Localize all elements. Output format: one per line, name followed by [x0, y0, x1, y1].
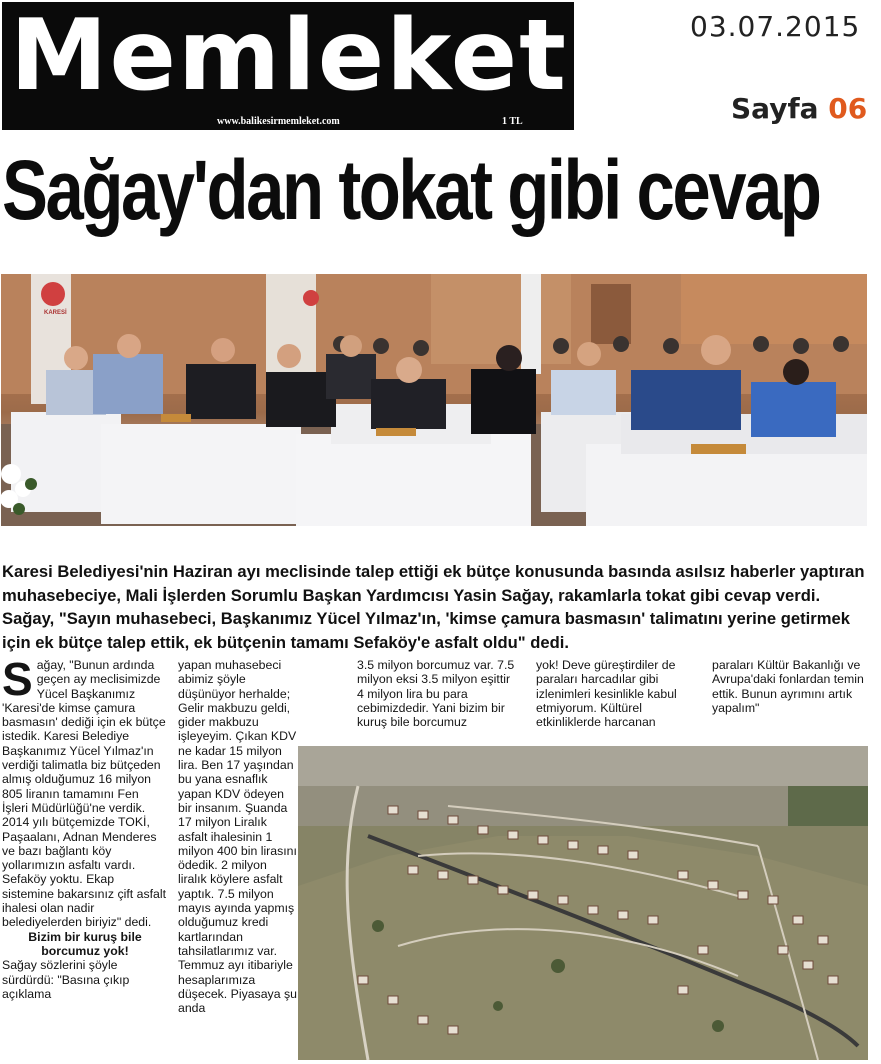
aerial-village-photo	[298, 746, 868, 1060]
column-1-continuation: Sağay sözlerini şöyle sürdürdü: "Basına çıkıp açıklama	[2, 958, 130, 1001]
article-column-1	[2, 653, 168, 1001]
page-number	[731, 92, 867, 125]
council-meeting-photo	[1, 274, 867, 526]
website-url: www.balikesirmemleket.com	[217, 116, 340, 127]
banner-logo-text: KARESİ	[44, 310, 67, 316]
aerial-village-illustration	[298, 746, 868, 1060]
issue-date: 03.07.2015	[690, 10, 861, 43]
page-label: Sayfa	[731, 92, 819, 125]
column-1-text: ağay, "Bunun ardında geçen ay meclisimizde Yücel Başkanımız 'Karesi'de kimse çamura basmasın' dediği için ek bütçe istedik. Karesi Belediye Başkanımız Yücel Yılmaz'ın verdiği talimatla biz bütçeden almış olduğumuz 16 milyon 805 liranın tamamını Fen İşleri Müdürlüğü'ne verdik. 2014 yılı bütçemizde TOKİ, Paşaalanı, Adnan Menderes ve bazı bağlantı köy yollarımızın asfaltı vardı. Sefaköy yoktu. Ekap sistemine bakarsınız çift asfalt ihalesi olan nadir belediyelerden biriyiz" dedi.	[2, 658, 167, 930]
masthead	[2, 2, 574, 130]
page-number-value: 06	[828, 92, 868, 125]
price-label: 1 TL	[502, 116, 523, 127]
drop-cap: S	[2, 653, 33, 705]
article-column-5: paraları Kültür Bakanlığı ve Avrupa'daki fonlardan temin ettik. Bunun ayrımını artık yapalım"	[712, 658, 864, 715]
article-column-2: yapan muhasebeci abimiz şöyle düşünüyor herhalde; Gelir makbuzu geldi, gider makbuzu işleyeyim. Çıkan KDV ne kadar 15 milyon lira. Ben 17 yaşından bu yana esnaflık yapan KDV ödeyen bir insanım. Şuanda 17 milyon Liralık asfalt ihalesinin 1 milyon 400 bin lirasını ödedik. 2 milyon liralık köylere asfalt yaptık. 7.5 milyon mayıs ayında yapmış olduğumuz kredi kartlarından tahsilatlarımız var. Temmuz ayı itibariyle hesaplarımıza düşecek. Piyasaya şu anda	[178, 658, 297, 1016]
subheading: Bizim bir kuruş bile borcumuz yok!	[28, 929, 142, 958]
newspaper-logo: Memleket	[10, 0, 569, 113]
council-meeting-illustration	[1, 274, 867, 526]
lead-paragraph: Karesi Belediyesi'nin Haziran ayı meclisinde talep ettiği ek bütçe konusunda basında asılsız haberler yaptıran muhasebeciye, Mali İşlerden Sorumlu Başkan Yardımcısı Yasin Sağay, rakamlarla tokat gibi cevap verdi. Sağay, "Sayın muhasebeci, Başkanımız Yücel Yılmaz'ın, 'kimse çamura basmasın' talimatını yerine getirmek için ek bütçe talep ettik, ek bütçenin tamamı Sefaköy'e asfalt oldu" dedi.	[2, 562, 865, 652]
headline: Sağay'dan tokat gibi cevap	[2, 143, 820, 237]
article-column-4: yok! Deve güreştirdiler de paraları harcadılar gibi izlenimleri kesinlikle kabul etmiyorum. Kültürel etkinliklerde harcanan	[536, 658, 677, 730]
article-column-3: 3.5 milyon borcumuz var. 7.5 milyon eksi 3.5 milyon eşittir 4 milyon lira bu para cebimizdedir. Yani bizim bir kuruş bile borcumuz	[357, 658, 515, 730]
